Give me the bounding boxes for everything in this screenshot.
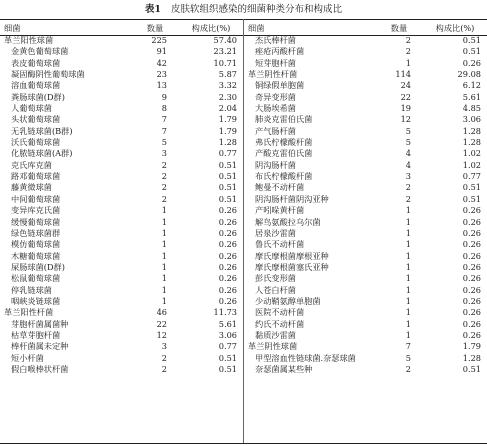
count-cell: 225 [151, 35, 167, 45]
bacteria-name: 化脓链球菌(A群) [11, 148, 73, 159]
percentage-cell: 23.21 [213, 46, 237, 57]
category-row [0, 307, 243, 318]
bacteria-name: 中间葡萄球菌 [11, 193, 61, 204]
bacteria-name: 人葡萄球菌 [11, 103, 52, 114]
percentage-cell: 0.26 [462, 307, 481, 318]
table-row [0, 273, 243, 284]
count-cell: 2 [161, 363, 167, 374]
table-row [0, 137, 243, 148]
percentage-cell: 1.02 [462, 148, 481, 159]
count-cell: 1 [405, 205, 411, 216]
bacteria-name: 布氏柠檬酸杆菌 [255, 171, 313, 182]
table-row [244, 364, 487, 375]
bacteria-name: 阴沟肠杆菌 [255, 159, 296, 170]
count-cell: 1 [405, 216, 411, 227]
percentage-cell: 3.06 [218, 329, 237, 340]
percentage-cell: 1.28 [218, 137, 237, 148]
count-cell: 7 [161, 114, 167, 125]
table-row [0, 114, 243, 125]
bacteria-name: 绿色链球菌群 [11, 227, 61, 238]
percentage-cell: 1.79 [218, 125, 237, 136]
bacteria-name: 医院不动杆菌 [255, 307, 305, 318]
count-cell: 5 [405, 125, 411, 136]
percentage-cell: 1.28 [462, 125, 481, 136]
percentage-cell: 0.77 [218, 341, 237, 352]
table-caption [0, 4, 487, 16]
table-row [0, 92, 243, 103]
percentage-cell: 0.26 [218, 261, 237, 272]
table-row [244, 262, 487, 273]
table-row [244, 114, 487, 125]
table-row [0, 330, 243, 341]
table-row [0, 285, 243, 296]
table-row [244, 319, 487, 330]
count-cell: 12 [400, 114, 411, 125]
table-row [244, 307, 487, 318]
count-cell: 4 [405, 159, 411, 170]
count-cell: 1 [405, 329, 411, 340]
percentage-cell: 0.26 [462, 205, 481, 216]
header-bacteria: 细菌 [4, 23, 21, 33]
count-cell: 8 [161, 103, 167, 114]
bacteria-name: 棒杆菌属未定种 [11, 341, 69, 352]
right-table-body [244, 35, 487, 375]
table-row [244, 353, 487, 364]
bacteria-name: 假白喉棒状杆菌 [11, 363, 69, 374]
count-cell: 1 [161, 227, 167, 238]
count-cell: 13 [156, 80, 167, 91]
table-row [0, 364, 243, 375]
bacteria-name: 无乳链球菌(B群) [11, 125, 73, 136]
bacteria-name: 奈瑟菌属某些种 [255, 363, 313, 374]
percentage-cell: 0.26 [218, 250, 237, 261]
table-row [0, 341, 243, 352]
percentage-cell: 0.26 [462, 329, 481, 340]
bacteria-name: 黏质沙雷菌 [255, 329, 296, 340]
percentage-cell: 1.79 [462, 341, 481, 352]
bacteria-name: 表皮葡萄球菌 [11, 57, 61, 68]
percentage-cell: 5.61 [218, 318, 237, 329]
percentage-cell: 0.26 [462, 239, 481, 250]
count-cell: 1 [161, 295, 167, 306]
table-row [0, 319, 243, 330]
table-row [0, 217, 243, 228]
bacteria-name: 大肠埃希菌 [255, 103, 296, 114]
bacteria-name: 停乳链球菌 [11, 284, 52, 295]
percentage-cell: 10.71 [213, 57, 237, 68]
percentage-cell: 1.02 [462, 159, 481, 170]
count-cell: 7 [405, 341, 411, 352]
bacteria-name: 革兰阳性球菌 [4, 35, 54, 45]
table-row [244, 296, 487, 307]
table-row [0, 194, 243, 205]
table-row [0, 46, 243, 57]
bacteria-name: 藤黄微球菌 [11, 182, 52, 193]
percentage-cell: 0.51 [462, 182, 481, 193]
table-row [244, 35, 487, 46]
bacteria-name: 弗氏柠檬酸杆菌 [255, 137, 313, 148]
count-cell: 9 [161, 91, 167, 102]
table-row [0, 228, 243, 239]
bacteria-name: 变异库克氏菌 [11, 205, 61, 216]
count-cell: 19 [400, 103, 411, 114]
count-cell: 1 [161, 284, 167, 295]
percentage-cell: 29.08 [457, 69, 481, 80]
percentage-cell: 0.26 [218, 273, 237, 284]
bacteria-name: 阴沟肠杆菌阴沟亚种 [255, 193, 329, 204]
percentage-cell: 0.26 [462, 284, 481, 295]
bacteria-name: 革兰阴性杆菌 [248, 69, 298, 80]
percentage-cell: 57.40 [213, 35, 237, 45]
bacteria-name: 凝固酶阴性葡萄球菌 [11, 69, 85, 80]
percentage-cell: 6.12 [462, 80, 481, 91]
bacteria-name: 沃氏葡萄球菌 [11, 137, 61, 148]
percentage-cell: 0.51 [218, 352, 237, 363]
count-cell: 1 [161, 239, 167, 250]
percentage-cell: 0.26 [218, 205, 237, 216]
count-cell: 5 [161, 137, 167, 148]
bacteria-name: 革兰阳性杆菌 [4, 307, 54, 318]
count-cell: 1 [161, 216, 167, 227]
table-row [0, 160, 243, 171]
bacteria-name: 金黄色葡萄球菌 [11, 46, 69, 57]
table-row [244, 126, 487, 137]
category-row [0, 35, 243, 46]
percentage-cell: 0.51 [462, 193, 481, 204]
table-row [0, 182, 243, 193]
category-row [244, 69, 487, 80]
percentage-cell: 0.26 [462, 295, 481, 306]
count-cell: 24 [400, 80, 411, 91]
percentage-cell: 0.77 [462, 171, 481, 182]
table-row [0, 69, 243, 80]
bacteria-name: 居泉沙雷菌 [255, 227, 296, 238]
bacteria-name: 产吲哚黄杆菌 [255, 205, 305, 216]
category-row [244, 341, 487, 352]
percentage-cell: 0.26 [218, 284, 237, 295]
count-cell: 46 [156, 307, 167, 318]
count-cell: 2 [405, 182, 411, 193]
table-row [0, 80, 243, 91]
count-cell: 1 [161, 261, 167, 272]
bacteria-name: 松鼠葡萄球菌 [11, 273, 61, 284]
count-cell: 1 [161, 250, 167, 261]
table-row [0, 353, 243, 364]
header-bacteria: 细菌 [248, 23, 265, 33]
table-row [244, 160, 487, 171]
bacteria-name: 奇异变形菌 [255, 91, 296, 102]
percentage-cell: 0.26 [218, 239, 237, 250]
bacteria-name: 铜绿假单胞菌 [255, 80, 305, 91]
bacteria-name: 模仿葡萄球菌 [11, 239, 61, 250]
table-row [244, 251, 487, 262]
percentage-cell: 2.30 [218, 91, 237, 102]
bacteria-name: 路邓葡萄球菌 [11, 171, 61, 182]
table-row [244, 194, 487, 205]
count-cell: 5 [405, 137, 411, 148]
bacteria-name: 粪肠球菌(D群) [11, 91, 65, 102]
table-row [0, 239, 243, 250]
percentage-cell: 0.51 [462, 35, 481, 45]
bacteria-name: 约氏不动杆菌 [255, 318, 305, 329]
count-cell: 7 [161, 125, 167, 136]
table-row [244, 182, 487, 193]
bacteria-name: 解鸟氨酸拉乌尔菌 [255, 216, 321, 227]
count-cell: 2 [161, 352, 167, 363]
table-row [244, 103, 487, 114]
bacteria-name: 杰氏棒杆菌 [255, 35, 296, 45]
percentage-cell: 5.87 [218, 69, 237, 80]
bacteria-name: 缓慢葡萄球菌 [11, 216, 61, 227]
percentage-cell: 2.04 [218, 103, 237, 114]
count-cell: 23 [156, 69, 167, 80]
count-cell: 1 [161, 205, 167, 216]
percentage-cell: 0.26 [218, 295, 237, 306]
percentage-cell: 0.26 [462, 250, 481, 261]
table-row [244, 171, 487, 182]
bacteria-name: 木糖葡萄球菌 [11, 250, 61, 261]
percentage-cell: 0.51 [218, 182, 237, 193]
table-number: 表1 [144, 4, 162, 15]
bacteria-name: 克氏库克菌 [11, 159, 52, 170]
count-cell: 22 [400, 91, 411, 102]
count-cell: 2 [405, 193, 411, 204]
table-row [244, 148, 487, 159]
count-cell: 114 [395, 69, 411, 80]
bacteria-name: 少动鞘氨醇单胞菌 [255, 295, 321, 306]
left-table-body [0, 35, 243, 375]
bacteria-name: 芽胞杆菌属菌种 [11, 318, 69, 329]
header-row [244, 22, 487, 35]
count-cell: 2 [405, 363, 411, 374]
count-cell: 2 [161, 171, 167, 182]
table-row [244, 273, 487, 284]
header-percentage: 构成比(%) [191, 23, 231, 33]
percentage-cell: 0.26 [462, 318, 481, 329]
table-row [244, 228, 487, 239]
count-cell: 12 [156, 329, 167, 340]
bacteria-name: 产气肠杆菌 [255, 125, 296, 136]
table-row [244, 330, 487, 341]
table-row [0, 171, 243, 182]
table-row [0, 58, 243, 69]
count-cell: 1 [405, 273, 411, 284]
percentage-cell: 5.61 [462, 91, 481, 102]
count-cell: 3 [161, 341, 167, 352]
count-cell: 2 [405, 35, 411, 45]
percentage-cell: 0.26 [462, 273, 481, 284]
right-table-half [244, 22, 487, 375]
table-row [0, 262, 243, 273]
count-cell: 1 [405, 284, 411, 295]
percentage-cell: 0.26 [462, 227, 481, 238]
table-row [244, 80, 487, 91]
count-cell: 2 [161, 193, 167, 204]
table-row [244, 217, 487, 228]
percentage-cell: 1.28 [462, 137, 481, 148]
bacteria-name: 头状葡萄球菌 [11, 114, 61, 125]
percentage-cell: 0.51 [218, 171, 237, 182]
bacteria-name: 屎肠球菌(D群) [11, 261, 65, 272]
percentage-cell: 3.06 [462, 114, 481, 125]
header-count: 数量 [390, 23, 408, 33]
percentage-cell: 0.51 [218, 159, 237, 170]
table-row [0, 126, 243, 137]
header-percentage: 构成比(%) [435, 23, 475, 33]
table-row [244, 58, 487, 69]
table-row [244, 46, 487, 57]
percentage-cell: 4.85 [462, 103, 481, 114]
count-cell: 1 [405, 261, 411, 272]
bacteria-name: 摩氏摩根菌塞氏亚种 [255, 261, 329, 272]
table-row [0, 205, 243, 216]
bacteria-name: 枯草芽胞杆菌 [11, 329, 61, 340]
count-cell: 42 [156, 57, 167, 68]
bacteria-name: 短芽胞杆菌 [255, 57, 296, 68]
count-cell: 22 [156, 318, 167, 329]
table-row [0, 296, 243, 307]
percentage-cell: 1.28 [462, 352, 481, 363]
bacteria-name: 革兰阴性球菌 [248, 341, 298, 352]
table-row [0, 103, 243, 114]
count-cell: 3 [161, 148, 167, 159]
percentage-cell: 0.51 [462, 363, 481, 374]
table-row [0, 148, 243, 159]
percentage-cell: 3.32 [218, 80, 237, 91]
bacteria-name: 痤疮丙酸杆菌 [255, 46, 305, 57]
count-cell: 1 [405, 318, 411, 329]
bacteria-name: 鲍曼不动杆菌 [255, 182, 305, 193]
count-cell: 1 [405, 227, 411, 238]
bottom-rule [0, 443, 487, 444]
count-cell: 2 [161, 159, 167, 170]
bacteria-name: 彭氏变形菌 [255, 273, 296, 284]
count-cell: 4 [405, 148, 411, 159]
percentage-cell: 0.26 [462, 57, 481, 68]
percentage-cell: 0.26 [218, 216, 237, 227]
percentage-cell: 0.77 [218, 148, 237, 159]
bacteria-name: 甲型溶血性链球菌.奈瑟球菌 [255, 352, 356, 363]
count-cell: 91 [156, 46, 167, 57]
count-cell: 1 [405, 57, 411, 68]
table-row [244, 285, 487, 296]
table-row [0, 251, 243, 262]
bacteria-name: 短小杆菌 [11, 352, 44, 363]
header-count: 数量 [146, 23, 164, 33]
count-cell: 5 [405, 352, 411, 363]
percentage-cell: 0.51 [218, 193, 237, 204]
bacteria-name: 鲁氏不动杆菌 [255, 239, 305, 250]
table-row [244, 92, 487, 103]
bacteria-name: 产酸克雷伯氏菌 [255, 148, 313, 159]
bacteria-name: 咽峡炎链球菌 [11, 295, 61, 306]
percentage-cell: 1.79 [218, 114, 237, 125]
percentage-cell: 11.73 [213, 307, 237, 318]
percentage-cell: 0.26 [218, 227, 237, 238]
header-row [0, 22, 243, 35]
count-cell: 2 [405, 46, 411, 57]
count-cell: 1 [161, 273, 167, 284]
percentage-cell: 0.26 [462, 261, 481, 272]
table-row [244, 239, 487, 250]
percentage-cell: 0.51 [218, 363, 237, 374]
table-title: 皮肤软组织感染的细菌种类分布和构成比 [171, 4, 343, 15]
count-cell: 3 [405, 171, 411, 182]
bacteria-name: 溶血葡萄球菌 [11, 80, 61, 91]
table-row [244, 137, 487, 148]
bacteria-name: 摩氏摩根菌摩根亚种 [255, 250, 329, 261]
bacteria-name: 人苍白杆菌 [255, 284, 296, 295]
count-cell: 1 [405, 295, 411, 306]
count-cell: 1 [405, 250, 411, 261]
left-table-half [0, 22, 243, 375]
bacteria-name: 肺炎克雷伯氏菌 [255, 114, 313, 125]
count-cell: 2 [161, 182, 167, 193]
table-row [244, 205, 487, 216]
count-cell: 1 [405, 239, 411, 250]
percentage-cell: 0.26 [462, 216, 481, 227]
percentage-cell: 0.51 [462, 46, 481, 57]
count-cell: 1 [405, 307, 411, 318]
